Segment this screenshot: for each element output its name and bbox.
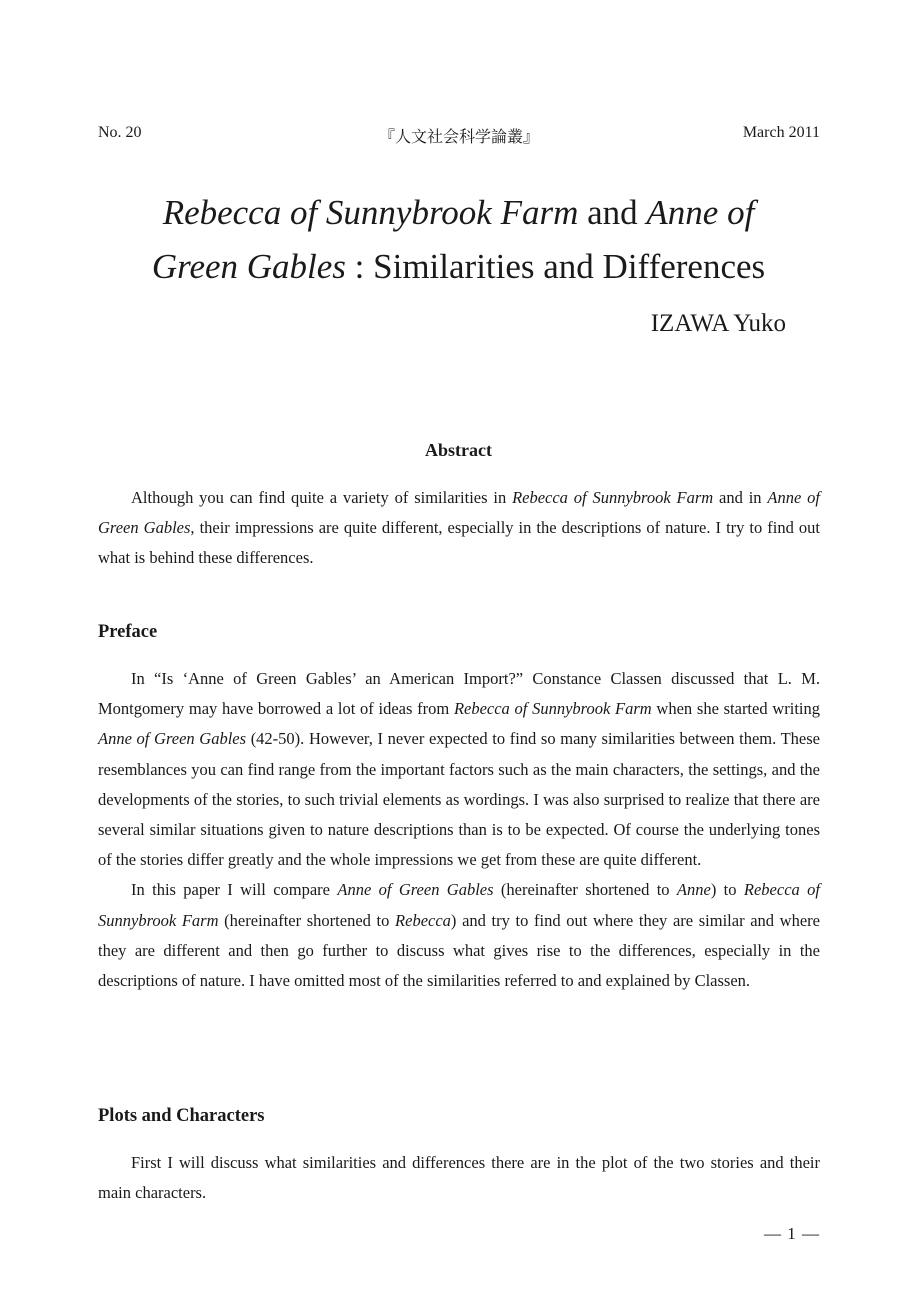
issue-date: March 2011 <box>742 124 820 141</box>
preface-body <box>98 664 820 996</box>
title-and: and <box>578 193 647 232</box>
title-subtitle: : Similarities and Differences <box>345 247 766 286</box>
title-italic-anne-of: Anne of <box>646 193 755 232</box>
page-number: — 1 — <box>764 1224 820 1243</box>
author-name: IZAWA Yuko <box>650 310 786 337</box>
abstract-paragraph: Although you can find quite a variety of similarities in Rebecca of Sunnybrook Farm and in Anne of Green Gables, their impressions are quite different, especially in the descriptions of nature. I try to find out what is behind these differences. <box>98 488 820 568</box>
running-header <box>98 124 820 148</box>
preface-paragraph-1: In “Is ‘Anne of Green Gables’ an American Import?” Constance Classen discussed that L. M. Montgomery may have borrowed a lot of ideas from Rebecca of Sunnybrook Farm when she started writing Anne of Green Gables (42-50). However, I never expected to find so many similarities between them. These resemblances you can find range from the important factors such as the main characters, the settings, and the developments of the stories, to such trivial elements as wordings. I was also surprised to realize that there are several similar situations given to nature descriptions than is to be expected. Of course the underlying tones of the stories differ greatly and the whole impressions we get from these are quite different. <box>98 669 821 870</box>
plots-heading: Plots and Characters <box>98 1106 265 1126</box>
issue-number: No. 20 <box>98 124 142 141</box>
title-italic-green-gables: Green Gables <box>151 247 346 286</box>
plots-body <box>98 1148 820 1208</box>
paper-title <box>60 186 857 294</box>
preface-heading: Preface <box>98 622 158 642</box>
abstract-body <box>98 483 820 574</box>
abstract-heading: Abstract <box>425 440 492 460</box>
preface-paragraph-2: In this paper I will compare Anne of Green Gables (hereinafter shortened to Anne) to Rebecca of Sunnybrook Farm (hereinafter shortened to Rebecca) and try to find out where they are similar and where they are different and then go further to discuss what gives rise to the differences, especially in the descriptions of nature. I have omitted most of the similarities referred to and explained by Classen. <box>98 880 820 991</box>
title-italic-rebecca: Rebecca of Sunnybrook Farm <box>162 193 579 232</box>
plots-paragraph-1: First I will discuss what similarities and differences there are in the plot of the two stories and their main characters. <box>98 1153 820 1203</box>
journal-name: 『人文社会科学論叢』 <box>378 129 539 146</box>
